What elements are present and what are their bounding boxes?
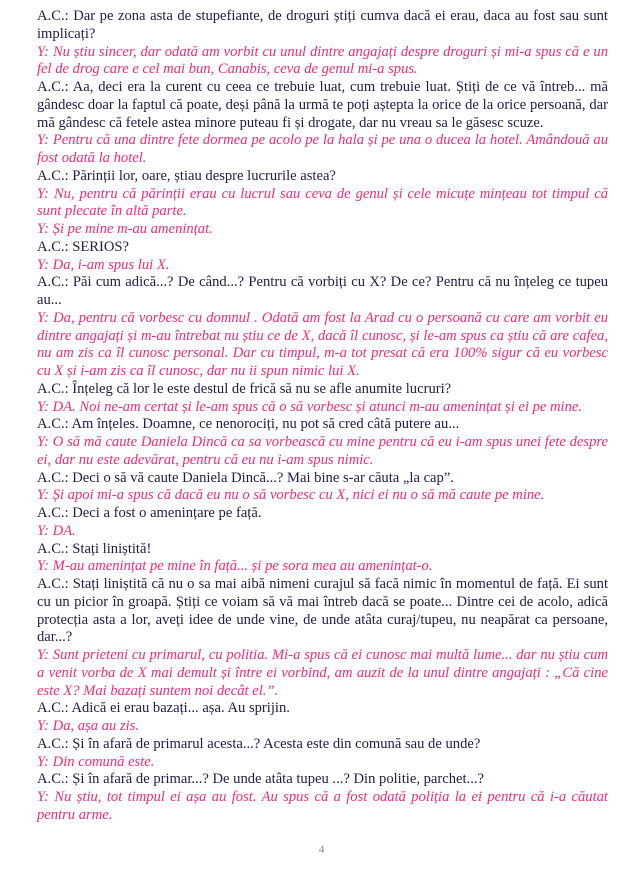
dialogue-line-ac: A.C.: Stați liniștită că nu o sa mai aibă nimeni curajul să facă nimic în momentul de față. Ei sunt cu un picior în groapă. Știți ce voiam să vă mai întreb dacă se poate... Dintre cei de acolo, adică protecția asta a lor, aveți idee de unde vine, de unde atâta curaj/tupeu, nu neapărat ca persoane, dar...? (37, 576, 608, 646)
dialogue-line-ac: A.C.: Și în afară de primarul acesta...? Acesta este din comună sau de unde? (37, 735, 481, 752)
dialogue-line-y: Y: DA. Noi ne-am certat și le-am spus că o să vorbesc și atunci m-au amenințat și ei pe mine. (37, 398, 583, 415)
dialogue-line-y: Y: Nu știu, tot timpul ei așa au fost. Au spus că a fost odată poliția la ei pentru că i-a căutat pentru arme. (37, 789, 608, 823)
dialogue-line-ac: A.C.: SERIOS? (37, 238, 130, 255)
dialogue-line-ac: A.C.: Înțeleg că lor le este destul de frică să nu se afle anumite lucruri? (37, 380, 452, 397)
dialogue-line-ac: A.C.: Stați liniștită! (37, 540, 152, 557)
dialogue-line-ac: A.C.: Păi cum adică...? De când...? Pentru că vorbiți cu X? De ce? Pentru că nu înțeleg ce tupeu au... (37, 274, 608, 308)
dialogue-line-ac: A.C.: Părinții lor, oare, știau despre lucrurile astea? (37, 167, 336, 184)
dialogue-line-y: Y: DA. (37, 522, 76, 539)
page-number: 4 (318, 844, 325, 856)
dialogue-line-y: Y: Nu, pentru că părinții erau cu lucrul sau ceva de genul și cele micuțe mințeau tot timpul că sunt plecate în altă parte. (37, 185, 608, 220)
dialogue-line-y: Y: O să mă caute Daniela Dincă ca sa vorbească cu mine pentru că eu i-am spus unei fete despre ei, dar nu este adevărat, pentru că eu nu i-am spus nimic. (37, 434, 608, 468)
dialogue-line-ac: A.C.: Am înțeles. Doamne, ce nenorociți, nu pot să cred câtă putere au... (37, 416, 460, 433)
dialogue-line-y: Y: Pentru că una dintre fete dormea pe acolo pe la hala și pe una o ducea la hotel. Amândouă au fost odată la hotel. (37, 132, 608, 166)
dialogue-line-ac: A.C.: Dar pe zona asta de stupefiante, de droguri știți cumva dacă ei erau, daca au fost sau sunt implicați? (37, 8, 608, 42)
transcript (37, 8, 608, 825)
dialogue-line-y: Y: Și pe mine m-au amenințat. (37, 221, 213, 237)
dialogue-line-ac: A.C.: Adică ei erau bazați... așa. Au sprijin. (37, 700, 290, 717)
dialogue-line-y: Y: Da, i-am spus lui X. (37, 256, 170, 273)
dialogue-line-y: Y: Da, așa au zis. (37, 718, 140, 734)
dialogue-line-y: Y: Nu știu sincer, dar odată am vorbit cu unul dintre angajați despre droguri și mi-a spus că e un fel de drog care e cel mai bun, Canabis, ceva de genul mi-a spus. (37, 43, 608, 78)
dialogue-line-ac: A.C.: Deci o să vă caute Daniela Dincă...? Mai bine s-ar căuta „la cap”. (37, 469, 454, 486)
dialogue-line-ac: A.C.: Deci a fost o amenințare pe față. (37, 505, 262, 521)
dialogue-line-y: Y: Și apoi mi-a spus că dacă eu nu o să vorbesc cu X, nici ei nu o să mă caute pe mine. (37, 487, 545, 504)
dialogue-line-y: Y: M-au amenințat pe mine în față... și pe sora mea au amenințat-o. (37, 558, 433, 575)
dialogue-line-y: Y: Da, pentru că vorbesc cu domnul . Odată am fost la Arad cu o persoană cu care am vorbit eu dintre angajați și m-au întrebat nu știu ce de X, dacă îl cunosc, și le-am spus ca știu că are cafea, nu am zis ca îl cunosc personal. Dar cu timpul, m-a tot presat că era 100% sigur că eu vorbesc cu X și i-am zis ca îl cunosc, dar nu ii spun nimic lui X. (37, 309, 608, 379)
dialogue-line-ac: A.C.: Și în afară de primar...? De unde atâta tupeu ...? Din politie, parchet...? (37, 771, 484, 788)
dialogue-line-y: Y: Sunt prieteni cu primarul, cu politia. Mi-a spus că ei cunosc mai multă lume... dar nu știu cum a venit vorba de X mai demult și între ei vorbind, am auzit de la unul dintre angajați : „Că cine este X? Mai bazați suntem noi decât el.”. (37, 647, 608, 699)
dialogue-line-ac: A.C.: Aa, deci era la curent cu ceea ce trebuie luat, cum trebuie luat. Știți de ce vă întreb... mă gândesc doar la faptul că poate, deși până la urmă te poți aștepta la orice de la orice persoană, dar mă gândesc că fetele astea minore puteau fi și drogate, dar nu vreau sa le găsesc scuze. (37, 79, 608, 131)
dialogue-line-y: Y: Din comună este. (37, 753, 155, 770)
